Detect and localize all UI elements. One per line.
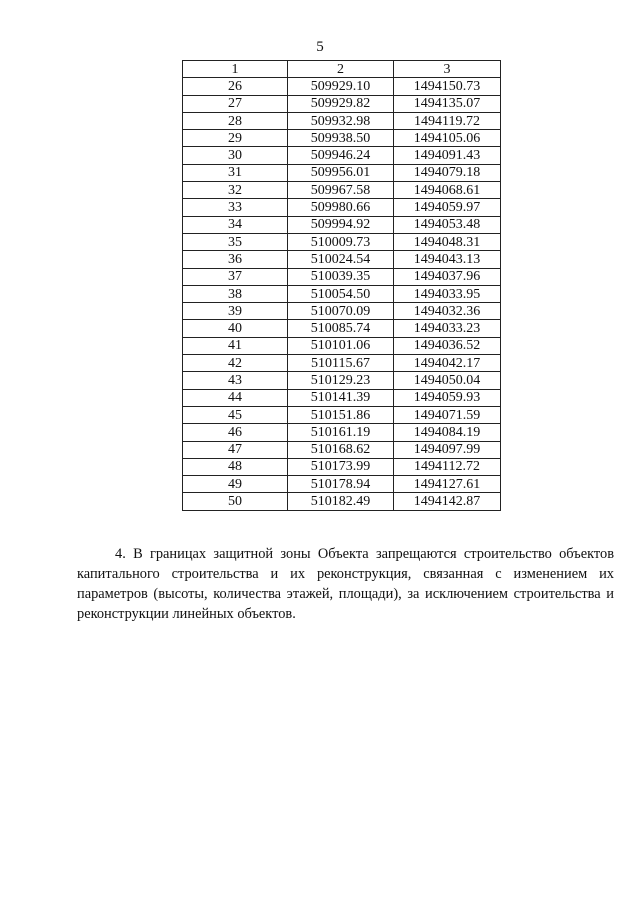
y-coordinate-cell: 1494097.99 xyxy=(394,441,501,458)
point-number-cell: 31 xyxy=(183,164,288,181)
table-row xyxy=(183,372,501,389)
y-coordinate-cell: 1494135.07 xyxy=(394,95,501,112)
header-cell-point-number: 1 xyxy=(183,61,288,78)
y-coordinate-cell: 1494079.18 xyxy=(394,164,501,181)
x-coordinate-cell: 509980.66 xyxy=(288,199,394,216)
y-coordinate-cell: 1494084.19 xyxy=(394,424,501,441)
x-coordinate-cell: 509994.92 xyxy=(288,216,394,233)
table-row xyxy=(183,406,501,423)
y-coordinate-cell: 1494119.72 xyxy=(394,112,501,129)
point-number-cell: 35 xyxy=(183,233,288,250)
coordinates-table xyxy=(182,60,501,511)
y-coordinate-cell: 1494071.59 xyxy=(394,406,501,423)
y-coordinate-cell: 1494112.72 xyxy=(394,458,501,475)
y-coordinate-cell: 1494150.73 xyxy=(394,78,501,95)
point-number-cell: 32 xyxy=(183,182,288,199)
table-row xyxy=(183,441,501,458)
point-number-cell: 45 xyxy=(183,406,288,423)
x-coordinate-cell: 509929.10 xyxy=(288,78,394,95)
table-row xyxy=(183,337,501,354)
x-coordinate-cell: 510178.94 xyxy=(288,476,394,493)
x-coordinate-cell: 509932.98 xyxy=(288,112,394,129)
table-row xyxy=(183,130,501,147)
x-coordinate-cell: 510085.74 xyxy=(288,320,394,337)
y-coordinate-cell: 1494050.04 xyxy=(394,372,501,389)
x-coordinate-cell: 510054.50 xyxy=(288,285,394,302)
point-number-cell: 48 xyxy=(183,458,288,475)
point-number-cell: 33 xyxy=(183,199,288,216)
page-number: 5 xyxy=(316,39,324,55)
table-row xyxy=(183,95,501,112)
table-row xyxy=(183,303,501,320)
coordinates-table-body xyxy=(183,61,501,511)
x-coordinate-cell: 510101.06 xyxy=(288,337,394,354)
x-coordinate-cell: 510009.73 xyxy=(288,233,394,250)
table-row xyxy=(183,216,501,233)
point-number-cell: 30 xyxy=(183,147,288,164)
x-coordinate-cell: 510173.99 xyxy=(288,458,394,475)
table-row xyxy=(183,147,501,164)
point-number-cell: 39 xyxy=(183,303,288,320)
x-coordinate-cell: 509938.50 xyxy=(288,130,394,147)
y-coordinate-cell: 1494048.31 xyxy=(394,233,501,250)
x-coordinate-cell: 510039.35 xyxy=(288,268,394,285)
y-coordinate-cell: 1494043.13 xyxy=(394,251,501,268)
y-coordinate-cell: 1494032.36 xyxy=(394,303,501,320)
y-coordinate-cell: 1494037.96 xyxy=(394,268,501,285)
x-coordinate-cell: 510115.67 xyxy=(288,355,394,372)
table-row xyxy=(183,285,501,302)
point-number-cell: 36 xyxy=(183,251,288,268)
table-row xyxy=(183,199,501,216)
x-coordinate-cell: 510161.19 xyxy=(288,424,394,441)
y-coordinate-cell: 1494059.93 xyxy=(394,389,501,406)
point-number-cell: 27 xyxy=(183,95,288,112)
point-number-cell: 46 xyxy=(183,424,288,441)
y-coordinate-cell: 1494091.43 xyxy=(394,147,501,164)
y-coordinate-cell: 1494042.17 xyxy=(394,355,501,372)
header-cell-y: 3 xyxy=(394,61,501,78)
table-row xyxy=(183,251,501,268)
x-coordinate-cell: 510168.62 xyxy=(288,441,394,458)
y-coordinate-cell: 1494127.61 xyxy=(394,476,501,493)
point-number-cell: 28 xyxy=(183,112,288,129)
table-row xyxy=(183,389,501,406)
y-coordinate-cell: 1494142.87 xyxy=(394,493,501,510)
x-coordinate-cell: 509946.24 xyxy=(288,147,394,164)
y-coordinate-cell: 1494105.06 xyxy=(394,130,501,147)
x-coordinate-cell: 510182.49 xyxy=(288,493,394,510)
y-coordinate-cell: 1494036.52 xyxy=(394,337,501,354)
x-coordinate-cell: 510024.54 xyxy=(288,251,394,268)
point-number-cell: 29 xyxy=(183,130,288,147)
point-number-cell: 40 xyxy=(183,320,288,337)
y-coordinate-cell: 1494059.97 xyxy=(394,199,501,216)
table-row xyxy=(183,268,501,285)
point-number-cell: 49 xyxy=(183,476,288,493)
y-coordinate-cell: 1494033.95 xyxy=(394,285,501,302)
point-number-cell: 44 xyxy=(183,389,288,406)
x-coordinate-cell: 509929.82 xyxy=(288,95,394,112)
point-number-cell: 41 xyxy=(183,337,288,354)
point-number-cell: 34 xyxy=(183,216,288,233)
point-number-cell: 47 xyxy=(183,441,288,458)
x-coordinate-cell: 510129.23 xyxy=(288,372,394,389)
point-number-cell: 26 xyxy=(183,78,288,95)
table-row xyxy=(183,182,501,199)
table-row xyxy=(183,233,501,250)
table-row xyxy=(183,320,501,337)
x-coordinate-cell: 509956.01 xyxy=(288,164,394,181)
x-coordinate-cell: 509967.58 xyxy=(288,182,394,199)
table-row xyxy=(183,112,501,129)
table-row xyxy=(183,493,501,510)
point-number-cell: 37 xyxy=(183,268,288,285)
header-cell-x: 2 xyxy=(288,61,394,78)
point-number-cell: 42 xyxy=(183,355,288,372)
table-row xyxy=(183,78,501,95)
table-row xyxy=(183,164,501,181)
table-row xyxy=(183,458,501,475)
table-row xyxy=(183,476,501,493)
x-coordinate-cell: 510141.39 xyxy=(288,389,394,406)
x-coordinate-cell: 510070.09 xyxy=(288,303,394,320)
point-number-cell: 43 xyxy=(183,372,288,389)
table-row xyxy=(183,355,501,372)
x-coordinate-cell: 510151.86 xyxy=(288,406,394,423)
table-row xyxy=(183,424,501,441)
y-coordinate-cell: 1494033.23 xyxy=(394,320,501,337)
table-header-row xyxy=(183,61,501,78)
y-coordinate-cell: 1494053.48 xyxy=(394,216,501,233)
point-number-cell: 50 xyxy=(183,493,288,510)
y-coordinate-cell: 1494068.61 xyxy=(394,182,501,199)
restriction-paragraph: 4. В границах защитной зоны Объекта запрещаются строительство объектов капитального строительства и их реконструкция, связанная с изменением их параметров (высоты, количества этажей, площади), за исключением строительства и реконструкции линейных объектов. xyxy=(77,546,614,622)
point-number-cell: 38 xyxy=(183,285,288,302)
